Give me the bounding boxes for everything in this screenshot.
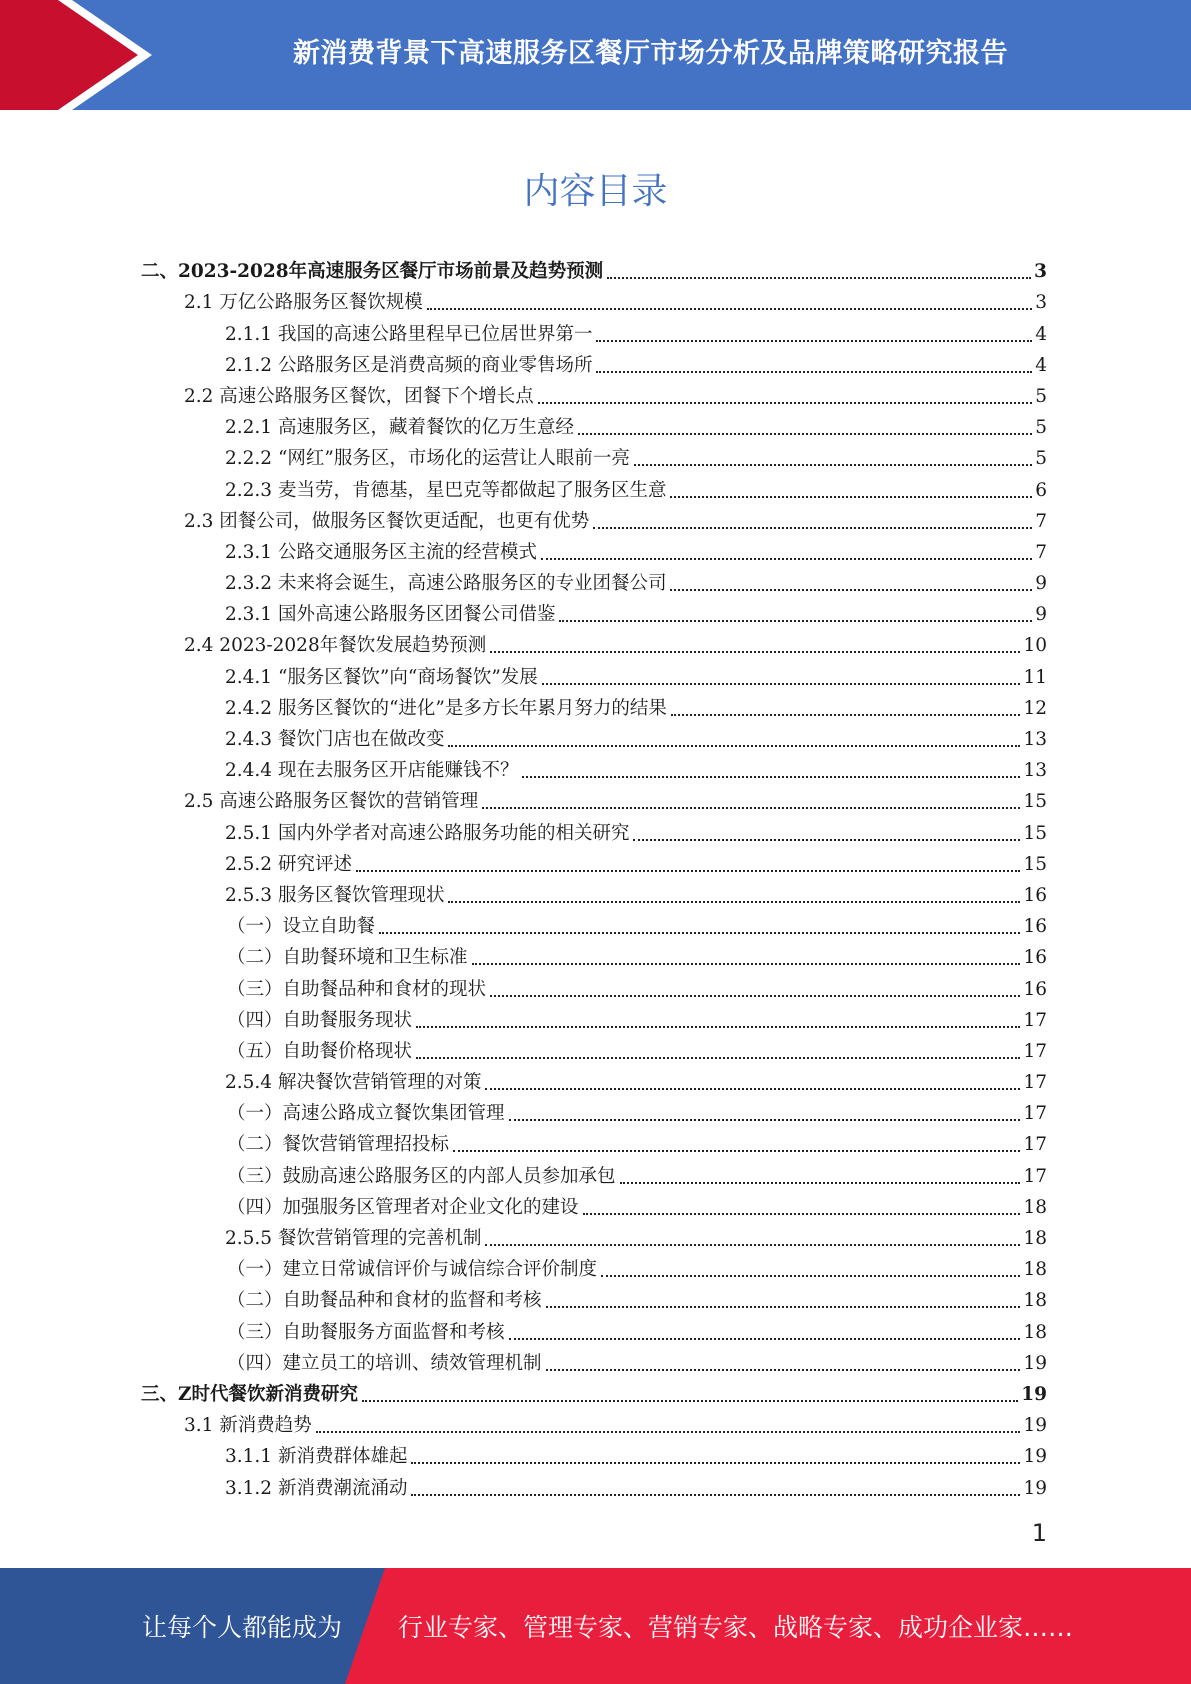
toc-entry-title: 3.1 新消费趋势 (184, 1415, 312, 1437)
toc-entry-page: 12 (1023, 697, 1047, 719)
toc-dot-leader (546, 1369, 1021, 1371)
toc-entry-page: 16 (1023, 978, 1047, 1000)
toc-entry-title: 2.5.1 国内外学者对高速公路服务功能的相关研究 (225, 822, 630, 844)
toc-entry-page: 19 (1023, 1446, 1047, 1468)
toc-dot-leader (634, 464, 1032, 466)
toc-entry-title: 2.5.5 餐饮营销管理的完善机制 (225, 1228, 482, 1249)
toc-entry-page: 19 (1023, 1352, 1047, 1374)
toc-dot-leader (620, 1182, 1021, 1184)
toc-entry[interactable] (0, 783, 1191, 814)
toc-entry-title: 2.2.1 高速服务区，藏着餐饮的亿万生意经 (225, 417, 574, 439)
toc-entry-title: 3.1.2 新消费潮流涌动 (225, 1477, 408, 1499)
toc-entry-title: （四）自助餐服务现状 (227, 1009, 413, 1031)
toc-entry-page: 18 (1023, 1259, 1047, 1281)
toc-dot-leader (472, 963, 1021, 965)
toc-entry-page: 17 (1023, 1009, 1047, 1031)
toc-entry-page: 18 (1023, 1228, 1047, 1249)
toc-entry-title: 2.1 万亿公路服务区餐饮规模 (184, 292, 423, 314)
toc-entry-title: （四）加强服务区管理者对企业文化的建设 (227, 1196, 579, 1218)
toc-entry-page: 18 (1023, 1196, 1047, 1218)
toc-dot-leader (416, 1026, 1020, 1028)
toc-dot-leader (670, 589, 1032, 591)
toc-dot-leader (601, 1275, 1020, 1277)
toc-entry[interactable] (0, 409, 1191, 440)
toc-entry-title: 2.3.1 国外高速公路服务区团餐公司借鉴 (225, 604, 556, 626)
toc-entry-page: 16 (1023, 947, 1047, 969)
toc-entry-title: 2.4.2 服务区餐饮的“进化”是多方长年累月努力的结果 (225, 697, 667, 719)
toc-heading: 内容目录 (523, 171, 668, 212)
toc-entry[interactable] (0, 1407, 1191, 1438)
toc-entry-page: 9 (1035, 604, 1047, 626)
toc-dot-leader (542, 683, 1021, 685)
toc-entry-page: 15 (1023, 822, 1047, 844)
toc-entry-page: 3 (1034, 261, 1047, 283)
toc-dot-leader (593, 527, 1032, 529)
toc-dot-leader (583, 1213, 1021, 1215)
toc-entry[interactable] (0, 846, 1191, 877)
toc-entry-page: 18 (1023, 1290, 1047, 1312)
toc-entry[interactable] (0, 970, 1191, 1001)
toc-entry-page: 17 (1023, 1040, 1047, 1062)
toc-entry-page: 4 (1035, 354, 1047, 376)
toc-entry[interactable] (0, 347, 1191, 378)
toc-entry-title: 2.4.4 现在去服务区开店能赚钱不？ (225, 760, 519, 782)
toc-entry-page: 7 (1035, 510, 1047, 532)
toc-entry[interactable] (0, 1126, 1191, 1157)
toc-entry-title: 二、2023-2028年高速服务区餐厅市场前景及趋势预测 (141, 261, 604, 283)
toc-entry[interactable] (0, 721, 1191, 752)
toc-entry-title: （四）建立员工的培训、绩效管理机制 (227, 1352, 542, 1374)
toc-entry[interactable] (0, 1282, 1191, 1313)
toc-dot-leader (490, 651, 1020, 653)
toc-entry[interactable] (0, 1376, 1191, 1407)
toc-entry[interactable] (0, 1189, 1191, 1220)
toc-entry-title: 2.5.4 解决餐饮营销管理的对策 (225, 1072, 482, 1094)
toc-dot-leader (541, 558, 1032, 560)
toc-dot-leader (670, 496, 1032, 498)
toc-entry-page: 5 (1035, 417, 1047, 439)
toc-entry[interactable] (0, 378, 1191, 409)
toc-entry-title: （二）餐饮营销管理招投标 (227, 1134, 450, 1156)
toc-dot-leader (596, 340, 1032, 342)
toc-entry[interactable] (0, 1438, 1191, 1469)
toc-dot-leader (356, 870, 1021, 872)
toc-entry-title: 2.2 高速公路服务区餐饮，团餐下个增长点 (184, 385, 534, 407)
toc-entry-page: 19 (1023, 1477, 1047, 1499)
toc-entry[interactable] (0, 1220, 1191, 1251)
toc-entry-title: （二）自助餐品种和食材的监督和考核 (227, 1290, 542, 1312)
toc-entry[interactable] (0, 1064, 1191, 1095)
toc-dot-leader (482, 807, 1020, 809)
toc-entry-page: 11 (1023, 666, 1047, 688)
report-footer (0, 1568, 1191, 1684)
toc-entry[interactable] (0, 1345, 1191, 1376)
toc-entry-page: 4 (1035, 323, 1047, 345)
toc-entry-page: 10 (1023, 635, 1047, 657)
toc-entry-page: 6 (1035, 479, 1047, 501)
toc-entry[interactable] (0, 1157, 1191, 1188)
toc-entry[interactable] (0, 315, 1191, 346)
toc-dot-leader (411, 1494, 1020, 1496)
toc-entry[interactable] (0, 1095, 1191, 1126)
toc-entry-title: 2.5.3 服务区餐饮管理现状 (225, 884, 445, 906)
toc-entry-page: 9 (1035, 573, 1047, 595)
toc-entry[interactable] (0, 534, 1191, 565)
toc-entry[interactable] (0, 471, 1191, 502)
toc-dot-leader (578, 433, 1032, 435)
toc-entry-title: 2.3.2 未来将会诞生，高速公路服务区的专业团餐公司 (225, 573, 667, 595)
toc-entry-title: 三、Z时代餐饮新消费研究 (141, 1383, 359, 1405)
toc-entry-title: 2.4 2023-2028年餐饮发展趋势预测 (184, 635, 487, 657)
toc-entry[interactable] (0, 596, 1191, 627)
toc-dot-leader (538, 402, 1032, 404)
toc-entry-page: 5 (1035, 385, 1047, 407)
table-of-contents (0, 253, 1191, 1501)
toc-entry[interactable] (0, 939, 1191, 970)
toc-entry-title: （三）鼓励高速公路服务区的内部人员参加承包 (227, 1165, 616, 1187)
toc-entry-title: 2.3 团餐公司，做服务区餐饮更适配，也更有优势 (184, 510, 590, 532)
toc-dot-leader (671, 714, 1021, 716)
toc-dot-leader (448, 745, 1020, 747)
toc-dot-leader (411, 1462, 1020, 1464)
toc-dot-leader (427, 308, 1032, 310)
toc-entry[interactable] (0, 284, 1191, 315)
toc-entry[interactable] (0, 503, 1191, 534)
toc-entry[interactable] (0, 658, 1191, 689)
toc-entry-page: 16 (1023, 916, 1047, 938)
toc-dot-leader (596, 371, 1032, 373)
toc-entry-title: 2.2.3 麦当劳，肯德基，星巴克等都做起了服务区生意 (225, 479, 667, 501)
toc-entry-title: 2.1.1 我国的高速公路里程早已位居世界第一 (225, 323, 593, 345)
toc-dot-leader (546, 1306, 1021, 1308)
toc-entry[interactable] (0, 440, 1191, 471)
toc-dot-leader (379, 932, 1020, 934)
toc-entry[interactable] (0, 877, 1191, 908)
toc-entry-title: （五）自助餐价格现状 (227, 1040, 413, 1062)
toc-dot-leader (559, 620, 1032, 622)
toc-entry-title: （一）建立日常诚信评价与诚信综合评价制度 (227, 1259, 598, 1281)
toc-dot-leader (453, 1150, 1020, 1152)
toc-entry-page: 7 (1035, 541, 1047, 563)
report-title: 新消费背景下高速服务区餐厅市场分析及品牌策略研究报告 (293, 37, 1008, 69)
toc-entry[interactable] (0, 253, 1191, 284)
toc-dot-leader (362, 1400, 1018, 1402)
toc-entry-page: 15 (1023, 791, 1047, 813)
toc-entry-title: 2.2.2 “网红”服务区，市场化的运营让人眼前一亮 (225, 448, 630, 470)
toc-entry-page: 13 (1023, 729, 1047, 750)
toc-dot-leader (448, 901, 1020, 903)
toc-entry[interactable] (0, 1002, 1191, 1033)
toc-entry-title: 2.5 高速公路服务区餐饮的营销管理 (184, 791, 479, 813)
footer-slogan-left: 让每个人都能成为 (142, 1613, 343, 1642)
footer-slogan-right: 行业专家、管理专家、营销专家、战略专家、成功企业家…… (398, 1613, 1074, 1642)
toc-entry-title: （一）高速公路成立餐饮集团管理 (227, 1103, 505, 1125)
toc-entry-page: 3 (1035, 292, 1047, 314)
toc-entry-title: 2.4.3 餐饮门店也在做改变 (225, 729, 445, 750)
toc-entry-page: 13 (1023, 760, 1047, 782)
toc-entry[interactable] (0, 690, 1191, 721)
toc-entry-title: 2.5.2 研究评述 (225, 853, 352, 875)
toc-entry-page: 15 (1023, 853, 1047, 875)
toc-entry-page: 19 (1023, 1415, 1047, 1437)
toc-entry-title: 2.4.1 “服务区餐饮”向“商场餐饮”发展 (225, 666, 538, 688)
toc-dot-leader (416, 1057, 1020, 1059)
toc-entry-page: 17 (1023, 1165, 1047, 1187)
page-number: 1 (1031, 1519, 1047, 1547)
toc-entry-title: （一）设立自助餐 (227, 916, 376, 938)
toc-entry[interactable] (0, 814, 1191, 845)
toc-entry-page: 18 (1023, 1321, 1047, 1343)
toc-entry[interactable] (0, 627, 1191, 658)
toc-dot-leader (485, 1088, 1020, 1090)
toc-entry-page: 17 (1023, 1134, 1047, 1156)
toc-dot-leader (316, 1431, 1021, 1433)
toc-dot-leader (522, 776, 1020, 778)
toc-entry-page: 5 (1035, 448, 1047, 470)
toc-entry[interactable] (0, 1469, 1191, 1500)
toc-entry-title: 2.1.2 公路服务区是消费高频的商业零售场所 (225, 354, 593, 376)
toc-entry[interactable] (0, 565, 1191, 596)
toc-dot-leader (509, 1338, 1021, 1340)
toc-dot-leader (490, 995, 1020, 997)
toc-entry[interactable] (0, 908, 1191, 939)
toc-entry-title: （三）自助餐品种和食材的现状 (227, 978, 487, 1000)
toc-entry-title: 3.1.1 新消费群体雄起 (225, 1446, 408, 1468)
toc-entry[interactable] (0, 752, 1191, 783)
toc-entry-title: （三）自助餐服务方面监督和考核 (227, 1321, 505, 1343)
toc-entry-page: 17 (1023, 1103, 1047, 1125)
toc-entry-title: （二）自助餐环境和卫生标准 (227, 947, 468, 969)
toc-dot-leader (509, 1119, 1021, 1121)
toc-entry[interactable] (0, 1251, 1191, 1282)
toc-dot-leader (485, 1244, 1020, 1246)
toc-entry[interactable] (0, 1313, 1191, 1344)
toc-entry[interactable] (0, 1033, 1191, 1064)
toc-entry-page: 16 (1023, 884, 1047, 906)
toc-entry-title: 2.3.1 公路交通服务区主流的经营模式 (225, 541, 537, 563)
report-header (0, 0, 1191, 110)
toc-dot-leader (633, 839, 1020, 841)
toc-dot-leader (607, 277, 1031, 279)
toc-entry-page: 17 (1023, 1072, 1047, 1094)
toc-entry-page: 19 (1021, 1383, 1047, 1405)
